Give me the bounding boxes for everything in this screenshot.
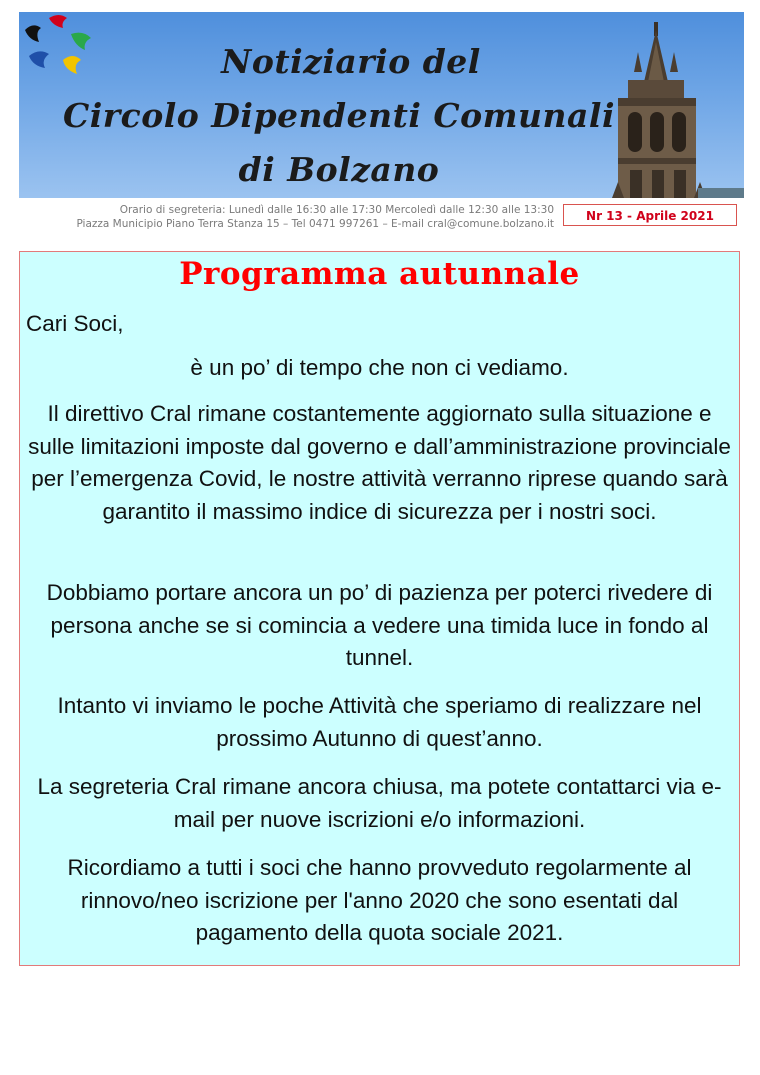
- header-banner: [19, 12, 744, 198]
- paragraph-2: Il direttivo Cral rimane costantemente aggiornato sulla situazione e sulle limitazioni imposte dal governo e dall’amministrazione provinciale per l’emergenza Covid, le nostre attività verranno riprese quando sarà garantito il massimo indice di sicurezza per i nostri soci.: [28, 401, 731, 524]
- bell-tower-icon: [594, 12, 744, 198]
- office-info: [19, 203, 554, 231]
- greeting: Cari Soci,: [26, 311, 124, 336]
- paragraph-4: Intanto vi inviamo le poche Attività che speriamo di realizzare nel prossimo Autunno di quest’anno.: [57, 693, 702, 751]
- paragraph-5: La segreteria Cral rimane ancora chiusa, ma potete contattarci via e-mail per nuove iscrizioni e/o informazioni.: [37, 774, 722, 832]
- paragraph-6: Ricordiamo a tutti i soci che hanno provveduto regolarmente al rinnovo/neo iscrizione per l'anno 2020 che sono esentati dal pagamento della quota sociale 2021.: [67, 855, 692, 945]
- paragraph-1: è un po’ di tempo che non ci vediamo.: [190, 355, 569, 380]
- office-address: Piazza Municipio Piano Terra Stanza 15 – Tel 0471 997261 – E-mail cral@comune.bolzano.it: [76, 218, 554, 230]
- newsletter-title-line-1: Notiziario del: [221, 42, 481, 81]
- newsletter-title-line-2: Circolo Dipendenti Comunali: [62, 96, 615, 135]
- issue-number-badge: Nr 13 - Aprile 2021: [563, 204, 737, 226]
- office-hours: Orario di segreteria: Lunedì dalle 16:30 alle 17:30 Mercoledì dalle 12:30 alle 13:30: [119, 204, 554, 216]
- article-box: [19, 251, 740, 966]
- article-heading: Programma autunnale: [179, 256, 580, 292]
- newsletter-title-line-3: di Bolzano: [238, 150, 440, 189]
- paragraph-3: Dobbiamo portare ancora un po’ di pazienza per poterci rivedere di persona anche se si comincia a vedere una timida luce in fondo al tunnel.: [46, 580, 713, 670]
